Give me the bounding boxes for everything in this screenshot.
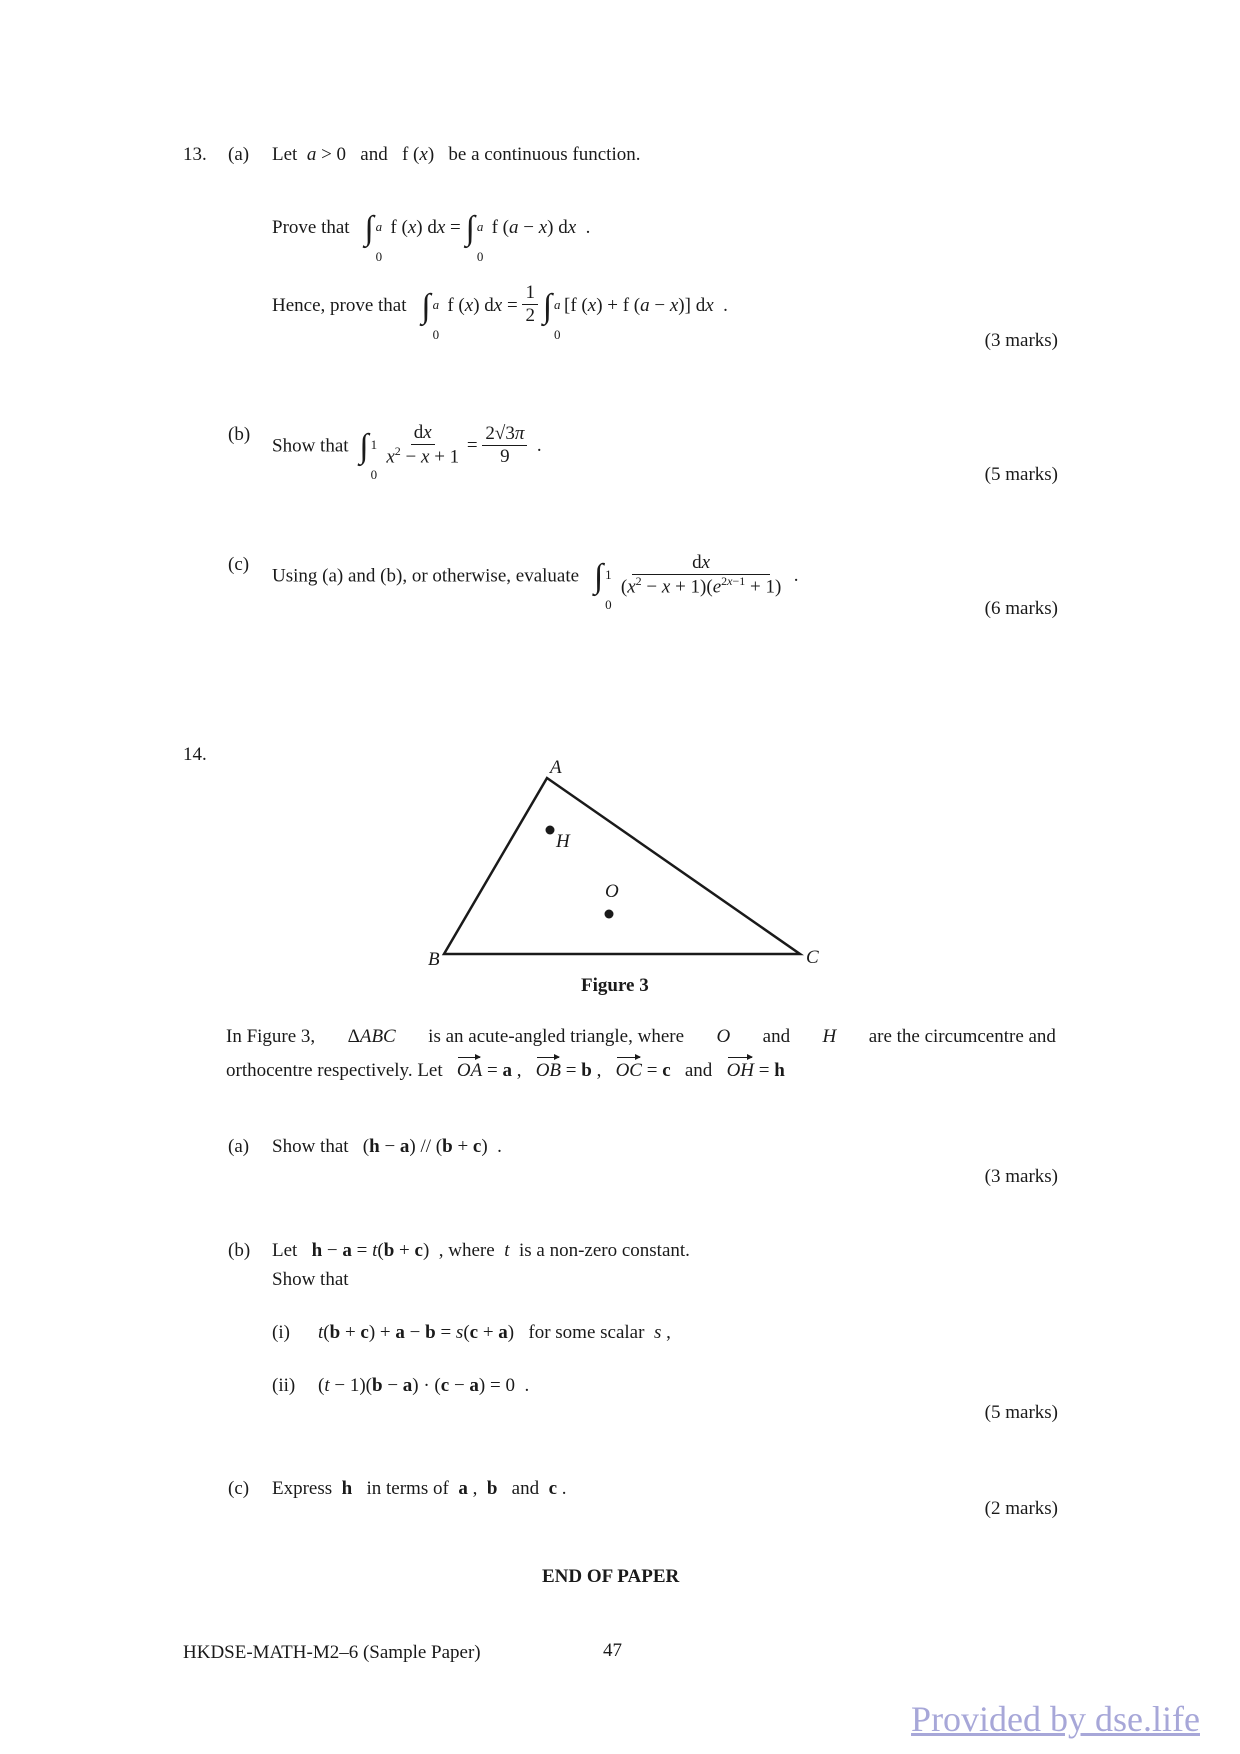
- end-of-paper: END OF PAPER: [542, 1566, 680, 1587]
- math-parallel: (h − a) // (b + c) .: [362, 1136, 502, 1157]
- point-o: [605, 910, 614, 919]
- watermark-link[interactable]: Provided by dse.life: [911, 1699, 1200, 1739]
- q14b-label: (b): [228, 1240, 251, 1261]
- footer-paper-code: HKDSE-MATH-M2–6 (Sample Paper): [183, 1642, 481, 1663]
- q14c-label: (c): [228, 1478, 250, 1499]
- math-integral-c: ∫ 1 0 $\frac{dx}{(x^2 - x + 1)(e^{2x-1} + 1)}$ .: [593, 552, 799, 613]
- q14bi-label: (i): [272, 1322, 290, 1343]
- math-dot-product: (t − 1)(b − a) · (c − a) = 0 .: [318, 1375, 530, 1396]
- point-h: [546, 826, 555, 835]
- q14b-marks: (5 marks): [984, 1402, 1058, 1423]
- math-h: H: [822, 1026, 837, 1047]
- math-o: O: [716, 1026, 731, 1047]
- q14bii-body: [318, 1375, 529, 1397]
- q14b-line1: Let h − a = t(b + c) , where t is a non-zero constant.: [272, 1240, 690, 1261]
- q13b-body: Show that ∫ 1 0 $\frac{dx}{x^2 - x + 1}$ = $\frac{2√3\pi}{9}$ .: [272, 422, 542, 483]
- point-h-label: H: [556, 831, 570, 852]
- math-integral-identity: ∫ a 0 f (x) dx = ∫ a 0 f (a − x) dx .: [364, 210, 591, 264]
- q13a-label: (a): [228, 144, 250, 165]
- math-bold-c: c: [548, 1478, 558, 1499]
- footer-page-number: 47: [603, 1640, 622, 1661]
- q13a-marks: (3 marks): [984, 330, 1058, 351]
- math-a-gt-0: a: [306, 144, 317, 165]
- math-vector-defs: OA = a , OB = b , OC = c: [456, 1060, 671, 1081]
- point-o-label: O: [605, 881, 619, 902]
- math-integral-half: ∫ a 0 f (x) dx = $\frac{1}{2}$ ∫ a 0 [f (x) + f (a − x)] dx .: [421, 282, 728, 342]
- q14bi-body: t(b + c) + a − b = s(c + a) for some scalar s ,: [318, 1322, 671, 1343]
- math-bold-b: b: [486, 1478, 498, 1499]
- triangle-abc: [444, 778, 800, 954]
- math-triangle-abc: ΔABC: [347, 1026, 396, 1047]
- math-vector-oh: OH = h: [726, 1060, 785, 1081]
- math-f-x: f (x): [401, 144, 435, 165]
- q13c-body: Using (a) and (b), or otherwise, evaluate ∫ 1 0 $\frac{dx}{(x^2 - x + 1)(e^{2x-1} + 1)}$ .: [272, 552, 799, 613]
- math-integral-b: ∫ 1 0 $\frac{dx}{x^2 - x + 1}$ = $\frac{2√3\pi}{9}$ .: [359, 422, 542, 483]
- math-t: t: [504, 1240, 510, 1261]
- q13c-marks: (6 marks): [984, 598, 1058, 619]
- q13a-prove: Prove that ∫ a 0 f (x) dx = ∫ a 0 f (a − x) dx .: [272, 210, 591, 264]
- q13c-label: (c): [228, 554, 250, 575]
- math-s: s: [653, 1322, 662, 1343]
- q14a-body: Show that (h − a) // (b + c) .: [272, 1136, 502, 1157]
- q14-intro-line1: In Figure 3, ΔABC is an acute-angled triangle, where O and H are the circumcentre and: [226, 1026, 1056, 1047]
- math-scalar-s: t(b + c) + a − b = s(c + a): [318, 1322, 515, 1343]
- vertex-c-label: C: [806, 947, 819, 968]
- figure-3-triangle: [410, 750, 830, 980]
- q14a-label: (a): [228, 1136, 250, 1157]
- q14b-show: Show that: [272, 1269, 349, 1290]
- q13b-marks: (5 marks): [984, 464, 1058, 485]
- q13b-label: (b): [228, 424, 251, 445]
- q13a-intro: Let a > 0 and f (x) be a continuous function.: [272, 144, 641, 165]
- q13a-hence: Hence, prove that ∫ a 0 f (x) dx = $\frac{1}{2}$ ∫ a 0 [f (x) + f (a − x)] dx .: [272, 282, 728, 342]
- q14c-marks: (2 marks): [984, 1498, 1058, 1519]
- q14bii-label: (ii): [272, 1375, 296, 1396]
- vertex-b-label: B: [428, 949, 440, 970]
- math-bold-h: h: [341, 1478, 353, 1499]
- q14-number: 14.: [183, 744, 207, 765]
- q14c-body: Express h in terms of a , b and c .: [272, 1478, 567, 1499]
- q14a-marks: (3 marks): [984, 1166, 1058, 1187]
- figure-caption: Figure 3: [581, 975, 649, 996]
- math-bold-a: a: [458, 1478, 468, 1499]
- q14-intro-line2: orthocentre respectively. Let OA = a , OB = b , OC = c and OH = h: [226, 1060, 785, 1081]
- vertex-a-label: A: [550, 757, 562, 778]
- math-h-minus-a: h − a = t(b + c): [311, 1240, 430, 1261]
- q13-number: 13.: [183, 144, 207, 165]
